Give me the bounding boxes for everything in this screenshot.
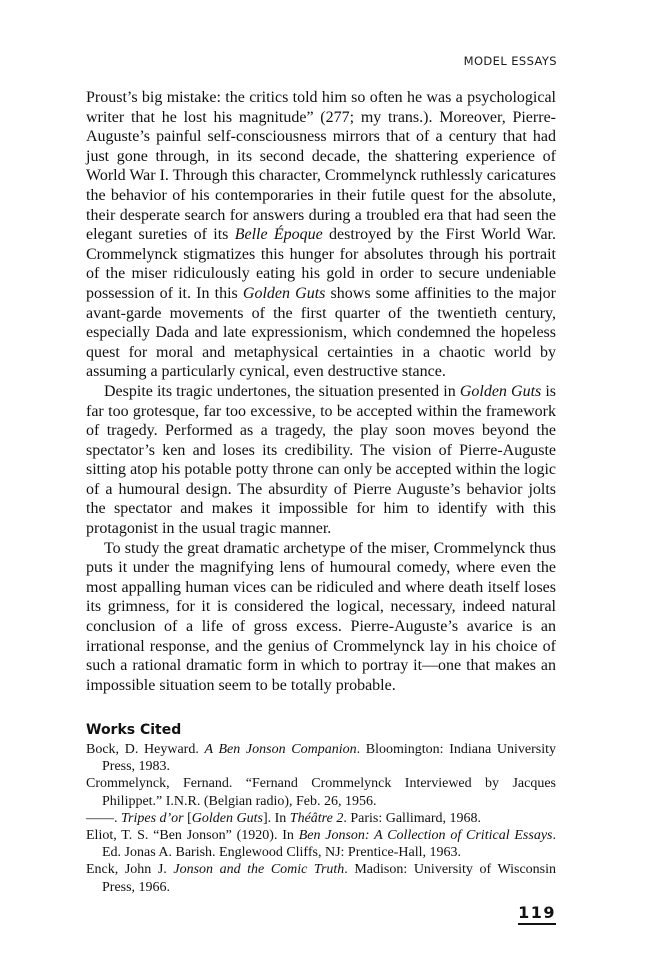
works-cited-list <box>86 741 556 896</box>
citation-entry: Enck, John J. Jonson and the Comic Truth. Madison: University of Wisconsin Press, 1966. <box>86 862 556 895</box>
paragraph-3: To study the great dramatic archetype of the miser, Crommelynck thus puts it under the magnifying lens of humoural comedy, where even the most appalling human vices can be ridiculed and where death itself loses its grimness, for it is considered the logical, necessary, indeed natural conclusion of a life of gross excess. Pierre-Auguste’s avarice is an irrational response, and the genius of Crommelynck lay in his choice of such a rational dramatic form in which to portray it—one that makes an impossible situation seem to be totally probable. <box>86 539 556 694</box>
citation-entry: ——. Tripes d’or [Golden Guts]. In Théâtre 2. Paris: Gallimard, 1968. <box>86 810 481 826</box>
italic-title: Belle Époque <box>234 226 323 244</box>
essay-body <box>86 88 556 695</box>
running-head: MODEL ESSAYS <box>463 54 557 68</box>
works-cited-heading: Works Cited <box>86 722 182 738</box>
citation-entry: Crommelynck, Fernand. “Fernand Crommelynck Interviewed by Jacques Philippet.” I.N.R. (Belgian radio), Feb. 26, 1956. <box>86 776 556 809</box>
italic-title: Golden Guts <box>459 382 542 400</box>
italic-title: Golden Guts <box>242 284 326 302</box>
page-number: 119 <box>518 903 556 925</box>
citation-entry: Bock, D. Heyward. A Ben Jonson Companion. Bloomington: Indiana University Press, 1983. <box>86 742 556 775</box>
citation-entry: Eliot, T. S. “Ben Jonson” (1920). In Ben Jonson: A Collection of Critical Essays. Ed. Jonas A. Barish. Englewood Cliffs, NJ: Prentice-Hall, 1963. <box>86 828 556 861</box>
paragraph-2: Despite its tragic undertones, the situation presented in Golden Guts is far too grotesque, far too excessive, to be accepted within the framework of tragedy. Performed as a tragedy, the play soon moves beyond the spectator’s ken and loses its credibility. The vision of Pierre-Auguste sitting atop his potable potty throne can only be accepted within the logic of a humoural design. The absurdity of Pierre Auguste’s behavior jolts the spectator and makes it impossible for him to identify with this protagonist in the usual tragic manner. <box>86 382 557 538</box>
paragraph-1: Proust’s big mistake: the critics told him so often he was a psychological writer that he lost his magnitude” (277; my trans.). Moreover, Pierre-Auguste’s painful self-consciousness mirrors that of a century that had just gone through, in its second decade, the shattering experience of World War I. Through this character, Crommelynck ruthlessly caricatures the behavior of his contemporaries in their futile quest for the absolute, their desperate search for answers during a troubled era that had seen the elegant sureties of its Belle Époque destroyed by the First World War. Crommelynck stigmatizes this hunger for absolutes through his portrait of the miser ridiculously eating his gold in order to secure undeniable possession of it. In this Golden Guts shows some affinities to the major avant-garde movements of the first quarter of the twentieth century, especially Dada and late expressionism, which condemned the hopeless quest for moral and metaphysical certainties in a chaotic world by assuming a particularly cynical, even destructive stance. <box>86 89 556 381</box>
